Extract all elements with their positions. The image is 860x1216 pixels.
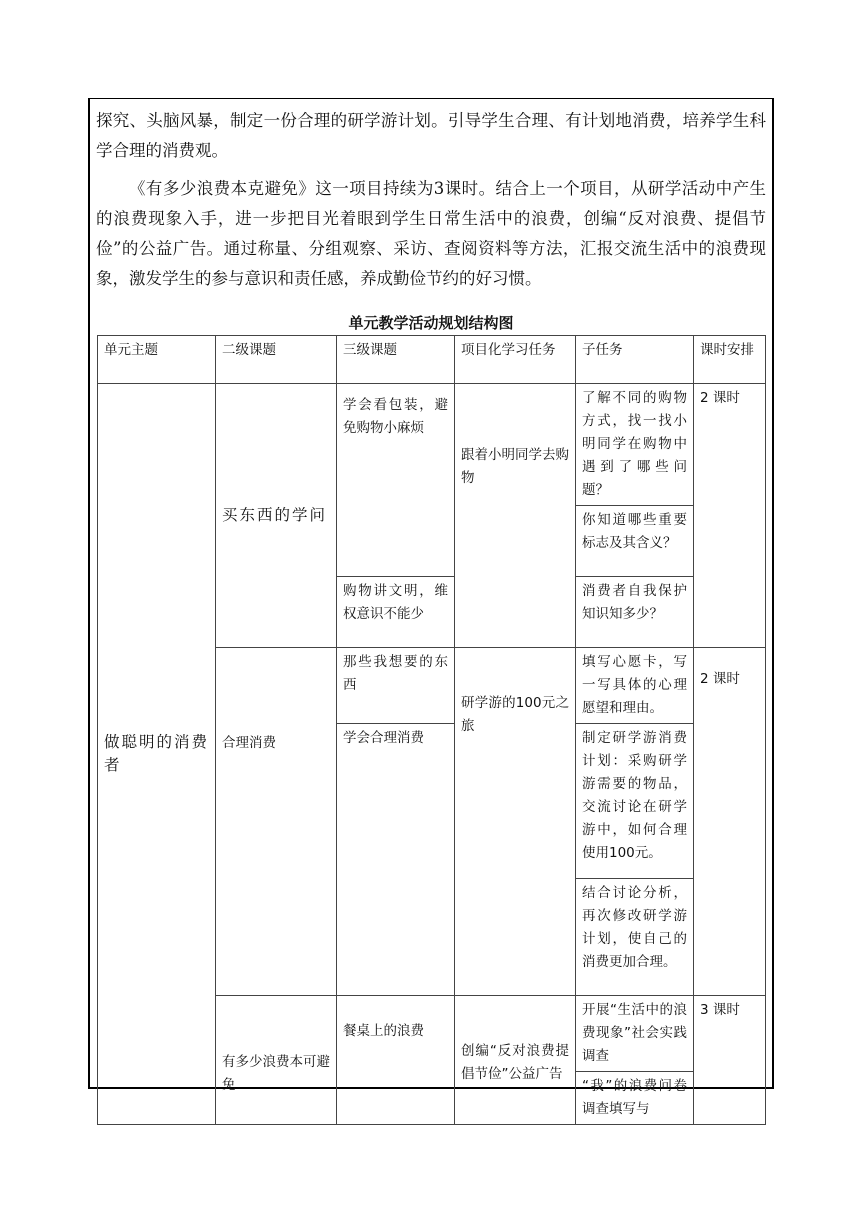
header-hours: 课时安排 [694, 336, 766, 384]
header-theme: 单元主题 [98, 336, 216, 384]
subtask-cell: 消费者自我保护知识知多少？ [576, 577, 694, 648]
subtask-cell: 了解不同的购物方式，找一找小明同学在购物中遇到了哪些问题？ [576, 384, 694, 506]
header-subtask: 子任务 [576, 336, 694, 384]
level3-cell: 学会看包装，避免购物小麻烦 [337, 384, 455, 577]
level2-cell: 合理消费 [216, 648, 337, 996]
level2-cell: 有多少浪费本可避免 [216, 996, 337, 1125]
subtask-cell: 结合讨论分析，再次修改研学游计划，使自己的消费更加合理。 [576, 879, 694, 996]
header-level3: 三级课题 [337, 336, 455, 384]
hours-cell: 2 课时 [694, 648, 766, 996]
task-cell: 研学游的100元之旅 [455, 648, 576, 996]
unit-theme-cell: 做聪明的消费者 [98, 384, 216, 1125]
level3-cell: 那些我想要的东西 [337, 648, 455, 724]
level3-cell: 学会合理消费 [337, 724, 455, 996]
task-cell: 创编“反对浪费提倡节俭”公益广告 [455, 996, 576, 1125]
subtask-cell: “我”的浪费问卷调查填写与 [576, 1072, 694, 1125]
table-header-row [98, 336, 766, 384]
activity-plan-table [97, 335, 766, 1125]
hours-cell: 3 课时 [694, 996, 766, 1125]
subtask-cell: 填写心愿卡，写一写具体的心理愿望和理由。 [576, 648, 694, 724]
task-cell: 跟着小明同学去购物 [455, 384, 576, 648]
subtask-cell: 开展“生活中的浪费现象”社会实践调查 [576, 996, 694, 1072]
level3-cell: 餐桌上的浪费 [337, 996, 455, 1125]
subtask-cell: 制定研学游消费计划：采购研学游需要的物品，交流讨论在研学游中，如何合理使用100元。 [576, 724, 694, 879]
level3-cell: 购物讲文明，维权意识不能少 [337, 577, 455, 648]
level2-cell: 买东西的学问 [216, 384, 337, 648]
header-level2: 二级课题 [216, 336, 337, 384]
header-task: 项目化学习任务 [455, 336, 576, 384]
hours-cell: 2 课时 [694, 384, 766, 648]
table-caption: 单元教学活动规划结构图 [348, 314, 514, 332]
paragraph-1: 探究、头脑风暴，制定一份合理的研学游计划。引导学生合理、有计划地消费，培养学生科学合理的消费观。 [96, 111, 766, 160]
table-row [98, 384, 766, 506]
paragraph-2: 《有多少浪费本克避免》这一项目持续为3课时。结合上一个项目，从研学活动中产生的浪费现象入手，进一步把目光着眼到学生日常生活中的浪费，创编“反对浪费、提倡节俭”的公益广告。通过称量、分组观察、采访、查阅资料等方法，汇报交流生活中的浪费现象，激发学生的参与意识和责任感，养成勤俭节约的好习惯。 [96, 179, 766, 288]
subtask-cell: 你知道哪些重要标志及其含义？ [576, 506, 694, 577]
